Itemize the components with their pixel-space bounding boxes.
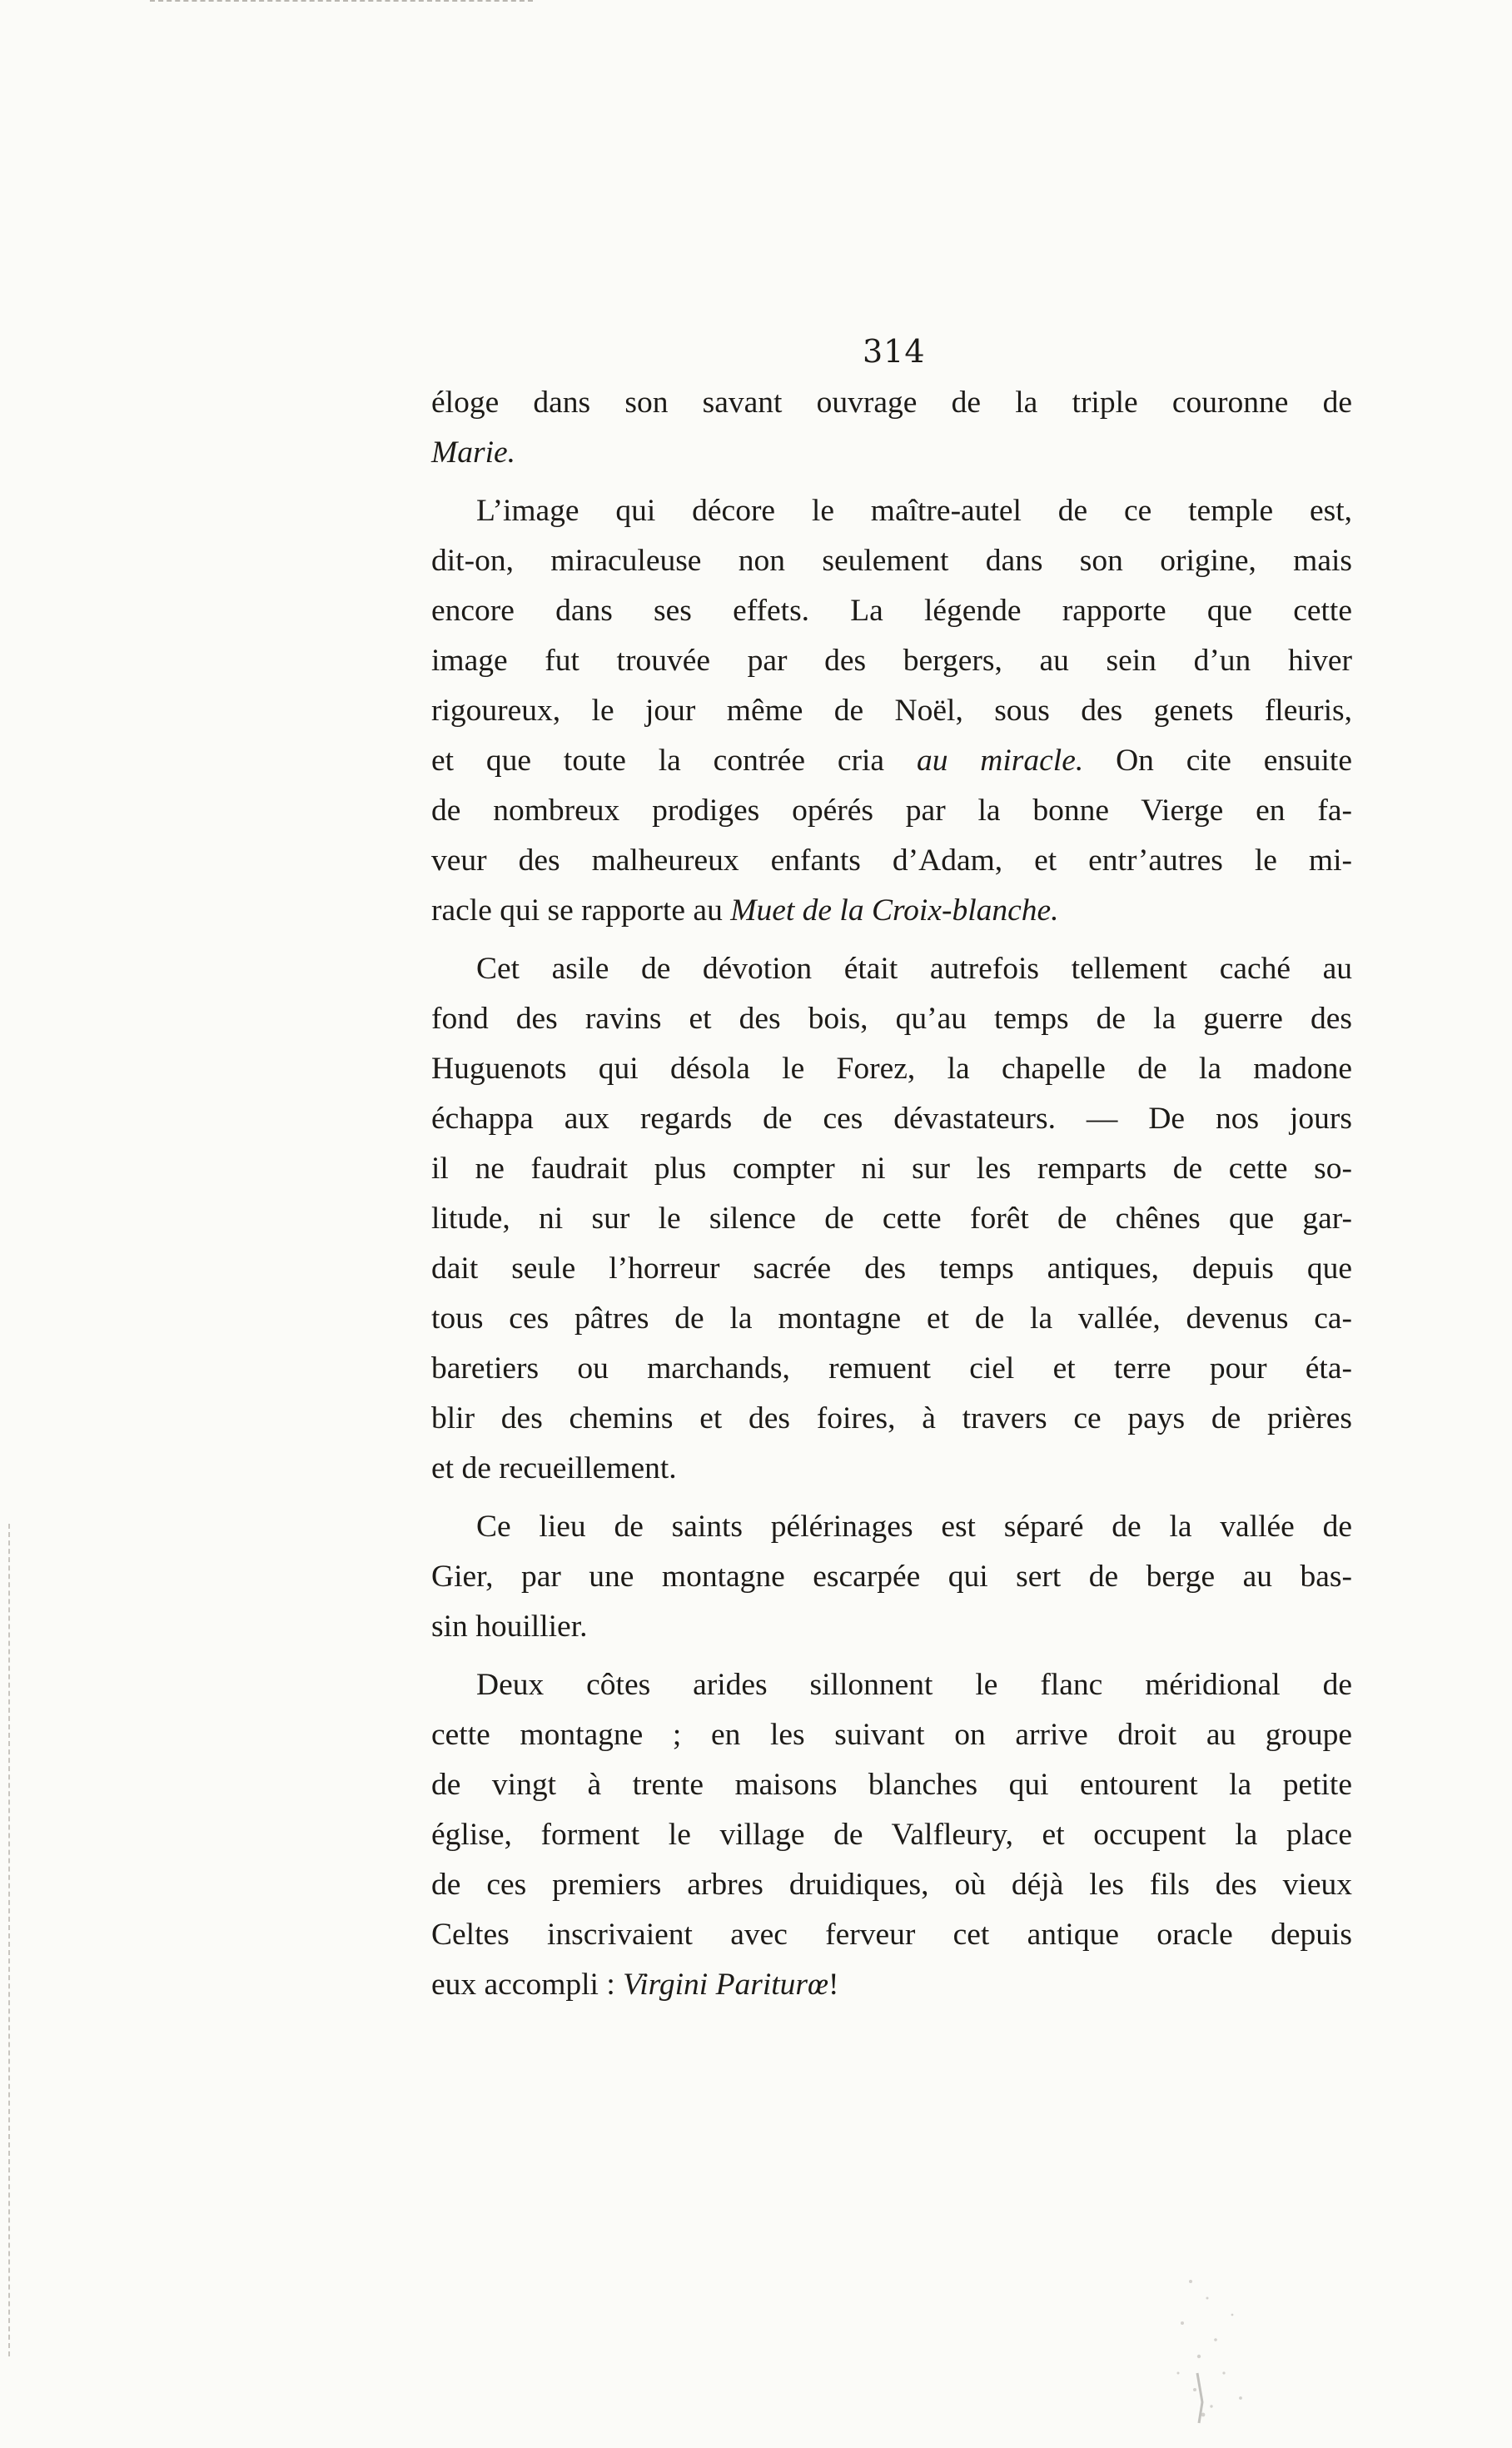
text-line [431, 836, 1352, 886]
text-run: encore dans ses effets. La légende rapporte que cette [431, 594, 1352, 628]
text-line [431, 536, 1352, 586]
text-line [431, 1810, 1352, 1860]
italic-text-run: au miracle. [916, 744, 1084, 778]
text-line [431, 428, 1352, 478]
text-line [431, 1502, 1352, 1552]
text-run: Deux côtes arides sillonnent le flanc méridional de [476, 1668, 1352, 1702]
text-run: église, forment le village de Valfleury, et occupent la place [431, 1818, 1352, 1852]
text-run: image fut trouvée par des bergers, au sein d’un hiver [431, 644, 1352, 678]
text-run: ! [828, 1968, 839, 2002]
text-line [431, 1710, 1352, 1760]
text-run: tous ces pâtres de la montagne et de la vallée, devenus ca- [431, 1301, 1352, 1336]
text-line [431, 1602, 1352, 1652]
paragraph [431, 378, 1352, 478]
text-line [431, 586, 1352, 636]
text-run: veur des malheureux enfants d’Adam, et entr’autres le mi- [431, 843, 1352, 878]
text-run: dait seule l’horreur sacrée des temps antiques, depuis que [431, 1251, 1352, 1286]
scan-edge-left [8, 1524, 10, 2356]
text-line [431, 1144, 1352, 1194]
text-line [431, 1294, 1352, 1344]
text-line [431, 686, 1352, 736]
text-line [431, 1244, 1352, 1294]
text-line [431, 944, 1352, 994]
text-run: dit-on, miraculeuse non seulement dans son origine, mais [431, 544, 1352, 578]
text-run: Celtes inscrivaient avec ferveur cet antique oracle depuis [431, 1918, 1352, 1952]
page-number: 314 [863, 333, 926, 370]
paragraph [431, 1660, 1352, 2010]
text-line [431, 1910, 1352, 1960]
text-run: Gier, par une montagne escarpée qui sert de berge au bas- [431, 1560, 1352, 1594]
text-run: éloge dans son savant ouvrage de la triple couronne de [431, 386, 1352, 420]
text-line [431, 1860, 1352, 1910]
text-run: blir des chemins et des foires, à travers ce pays de prières [431, 1401, 1352, 1435]
text-line [431, 1044, 1352, 1094]
text-line [431, 1394, 1352, 1444]
text-line [431, 886, 1352, 936]
paragraph [431, 1502, 1352, 1652]
text-run: de ces premiers arbres druidiques, où déjà les fils des vieux [431, 1868, 1352, 1902]
text-line [431, 378, 1352, 428]
text-run: baretiers ou marchands, remuent ciel et terre pour éta- [431, 1351, 1352, 1386]
text-run: eux accompli : [431, 1968, 624, 2002]
text-run: Huguenots qui désola le Forez, la chapelle de la madone [431, 1052, 1352, 1086]
text-line [431, 994, 1352, 1044]
text-line [431, 1094, 1352, 1144]
text-line [431, 486, 1352, 536]
text-line [431, 1194, 1352, 1244]
text-line [431, 736, 1352, 786]
text-run: fond des ravins et des bois, qu’au temps de la guerre des [431, 1002, 1352, 1036]
text-line [431, 1552, 1352, 1602]
text-run: cette montagne ; en les suivant on arrive droit au groupe [431, 1718, 1352, 1752]
italic-text-run: Virgini Pariturœ [623, 1968, 829, 2002]
text-run: litude, ni sur le silence de cette forêt de chênes que gar- [431, 1202, 1352, 1236]
text-run: Ce lieu de saints pélérinages est séparé de la vallée de [476, 1510, 1352, 1544]
text-run: rigoureux, le jour même de Noël, sous des genets fleuris, [431, 694, 1352, 728]
text-run: de vingt à trente maisons blanches qui entourent la petite [431, 1768, 1352, 1802]
text-line [431, 1960, 1352, 2010]
text-line [431, 1344, 1352, 1394]
paragraph [431, 486, 1352, 936]
body-text [431, 378, 1352, 2010]
text-run: Cet asile de dévotion était autrefois tellement caché au [476, 952, 1352, 986]
text-run: de nombreux prodiges opérés par la bonne Vierge en fa- [431, 794, 1352, 828]
text-line [431, 1760, 1352, 1810]
text-line [431, 786, 1352, 836]
scan-edge-top [150, 0, 533, 2]
text-line [431, 1660, 1352, 1710]
text-run: L’image qui décore le maître-autel de ce temple est, [476, 494, 1352, 528]
italic-text-run: Marie. [431, 435, 516, 470]
text-run: et que toute la contrée cria [431, 744, 917, 778]
text-run: racle qui se rapporte au [431, 893, 731, 928]
italic-text-run: Muet de la Croix-blanche. [730, 893, 1059, 928]
text-line [431, 1444, 1352, 1494]
text-run: et de recueillement. [431, 1451, 677, 1485]
paragraph [431, 944, 1352, 1494]
paper-stain [1132, 2248, 1282, 2431]
text-line [431, 636, 1352, 686]
text-run: échappa aux regards de ces dévastateurs. — De nos jours [431, 1102, 1352, 1136]
text-run: sin houillier. [431, 1610, 588, 1644]
text-run: On cite ensuite [1083, 744, 1352, 778]
text-run: il ne faudrait plus compter ni sur les remparts de cette so- [431, 1152, 1352, 1186]
